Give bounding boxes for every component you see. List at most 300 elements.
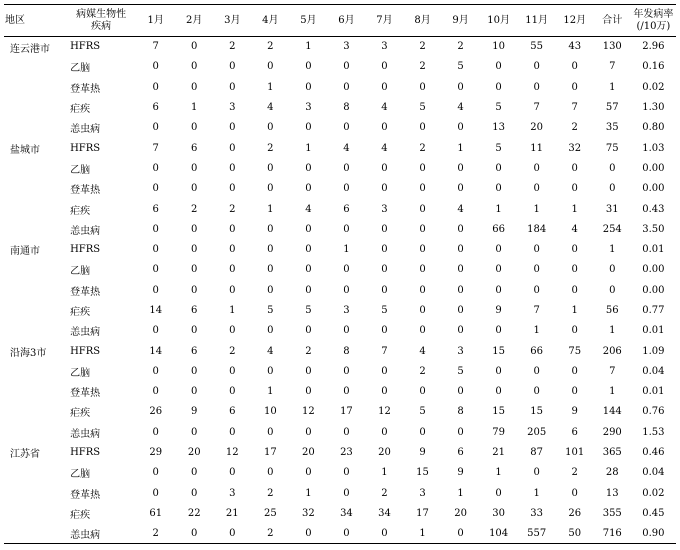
month-value-cell: 0 bbox=[191, 467, 198, 479]
region-cell bbox=[4, 118, 66, 138]
month-value-cell: 20 bbox=[378, 447, 391, 459]
month-value-cell: 0 bbox=[419, 305, 426, 316]
month-value-cell: 13 bbox=[492, 122, 505, 134]
annual-rate-cell: 0.77 bbox=[642, 305, 665, 316]
region-cell bbox=[4, 463, 66, 483]
table-row bbox=[4, 219, 676, 239]
month-value-cell: 0 bbox=[495, 365, 502, 377]
month-value-cell: 184 bbox=[527, 223, 547, 235]
total-cell: 0 bbox=[609, 162, 616, 174]
month-value-cell: 3 bbox=[343, 305, 350, 316]
month-value-cell: 0 bbox=[267, 183, 274, 195]
month-value-cell: 0 bbox=[419, 183, 426, 195]
annual-rate-cell: 0.16 bbox=[642, 61, 665, 73]
month-value-cell: 0 bbox=[419, 325, 426, 337]
month-value-cell: 1 bbox=[267, 386, 274, 398]
month-value-cell: 6 bbox=[191, 305, 198, 316]
month-value-cell: 0 bbox=[381, 426, 388, 438]
month-value-cell: 0 bbox=[289, 524, 327, 544]
month-value-cell: 0 bbox=[191, 244, 198, 256]
month-value-cell: 2 bbox=[419, 142, 426, 154]
month-value-cell: 0 bbox=[419, 223, 426, 235]
month-value-cell: 6 bbox=[343, 203, 350, 215]
header-disease-line1: 病媒生物性 bbox=[76, 8, 127, 20]
table-row bbox=[4, 442, 676, 462]
annual-rate-cell: 0.80 bbox=[642, 122, 665, 134]
header-month: 1月 bbox=[136, 5, 175, 37]
month-value-cell: 14 bbox=[149, 305, 163, 316]
month-value-cell: 0 bbox=[327, 524, 365, 544]
month-value-cell: 20 bbox=[302, 447, 315, 459]
region-cell bbox=[4, 57, 66, 77]
month-value-cell: 0 bbox=[191, 61, 198, 73]
month-value-cell: 0 bbox=[305, 81, 312, 93]
disease-cell: 乙脑 bbox=[70, 266, 91, 278]
month-value-cell: 0 bbox=[571, 81, 578, 93]
month-value-cell: 5 bbox=[305, 305, 312, 316]
month-value-cell: 0 bbox=[495, 183, 502, 195]
month-value-cell: 0 bbox=[533, 183, 540, 195]
month-value-cell: 2 bbox=[419, 41, 426, 53]
annual-rate-cell: 0.90 bbox=[631, 524, 676, 544]
month-value-cell: 2 bbox=[305, 345, 312, 357]
month-value-cell: 2 bbox=[419, 365, 426, 377]
month-value-cell: 0 bbox=[191, 426, 198, 438]
month-value-cell: 0 bbox=[457, 223, 464, 235]
month-value-cell: 0 bbox=[191, 162, 198, 174]
month-value-cell: 0 bbox=[533, 61, 540, 73]
table-header-row bbox=[4, 5, 676, 37]
month-value-cell: 0 bbox=[571, 284, 578, 296]
month-value-cell: 0 bbox=[343, 426, 350, 438]
month-value-cell: 0 bbox=[381, 386, 388, 398]
month-value-cell: 61 bbox=[149, 507, 163, 519]
header-month: 9月 bbox=[442, 5, 480, 37]
table-row bbox=[4, 361, 676, 381]
month-value-cell: 0 bbox=[381, 162, 388, 174]
month-value-cell: 0 bbox=[343, 325, 350, 337]
disease-cell: 恙虫病 bbox=[70, 225, 101, 237]
month-value-cell: 1 bbox=[533, 487, 540, 499]
month-value-cell: 101 bbox=[565, 447, 585, 459]
disease-cell: 乙脑 bbox=[70, 164, 91, 176]
table-row bbox=[4, 280, 676, 300]
disease-cell: HFRS bbox=[70, 41, 101, 53]
table-row bbox=[4, 57, 676, 77]
month-value-cell: 9 bbox=[495, 305, 502, 316]
month-value-cell: 79 bbox=[492, 426, 505, 438]
month-value-cell: 0 bbox=[229, 284, 236, 296]
month-value-cell: 8 bbox=[343, 345, 350, 357]
disease-cell: 乙脑 bbox=[70, 469, 91, 481]
month-value-cell: 2 bbox=[267, 142, 274, 154]
month-value-cell: 32 bbox=[302, 507, 315, 519]
month-value-cell: 0 bbox=[381, 223, 388, 235]
month-value-cell: 15 bbox=[492, 345, 505, 357]
month-value-cell: 75 bbox=[568, 345, 582, 357]
month-value-cell: 1 bbox=[495, 203, 502, 215]
month-value-cell: 0 bbox=[213, 524, 251, 544]
month-value-cell: 1 bbox=[495, 467, 502, 479]
month-value-cell: 34 bbox=[340, 507, 353, 519]
month-value-cell: 0 bbox=[533, 244, 540, 256]
month-value-cell: 55 bbox=[530, 41, 544, 53]
total-cell: 1 bbox=[609, 244, 616, 256]
total-cell: 1 bbox=[609, 325, 616, 337]
month-value-cell: 0 bbox=[305, 467, 312, 479]
month-value-cell: 0 bbox=[229, 365, 236, 377]
annual-rate-cell: 0.04 bbox=[642, 467, 665, 479]
region-cell bbox=[4, 219, 66, 239]
month-value-cell: 7 bbox=[533, 102, 540, 114]
disease-cell: 疟疾 bbox=[70, 408, 91, 420]
month-value-cell: 0 bbox=[267, 61, 274, 73]
month-value-cell: 8 bbox=[457, 406, 464, 418]
month-value-cell: 0 bbox=[495, 162, 502, 174]
month-value-cell: 2 bbox=[419, 61, 426, 73]
region-cell bbox=[4, 260, 66, 280]
region-cell bbox=[4, 503, 66, 523]
region-cell bbox=[4, 422, 66, 442]
month-value-cell: 0 bbox=[191, 81, 198, 93]
header-month: 10月 bbox=[480, 5, 518, 37]
month-value-cell: 0 bbox=[152, 325, 159, 337]
month-value-cell: 0 bbox=[419, 81, 426, 93]
table-row bbox=[4, 341, 676, 361]
month-value-cell: 1 bbox=[305, 142, 312, 154]
month-value-cell: 2 bbox=[267, 487, 274, 499]
month-value-cell: 0 bbox=[381, 325, 388, 337]
month-value-cell: 0 bbox=[229, 61, 236, 73]
month-value-cell: 0 bbox=[495, 81, 502, 93]
month-value-cell: 7 bbox=[381, 345, 388, 357]
month-value-cell: 0 bbox=[343, 61, 350, 73]
month-value-cell: 0 bbox=[571, 162, 578, 174]
month-value-cell: 25 bbox=[263, 507, 277, 519]
month-value-cell: 0 bbox=[381, 122, 388, 134]
month-value-cell: 0 bbox=[191, 122, 198, 134]
month-value-cell: 5 bbox=[457, 61, 464, 73]
month-value-cell: 0 bbox=[267, 365, 274, 377]
month-value-cell: 0 bbox=[267, 264, 274, 276]
month-value-cell: 4 bbox=[343, 142, 350, 154]
month-value-cell: 15 bbox=[530, 406, 544, 418]
header-region: 地区 bbox=[4, 5, 66, 37]
month-value-cell: 0 bbox=[419, 264, 426, 276]
month-value-cell: 0 bbox=[571, 386, 578, 398]
table-row bbox=[4, 158, 676, 178]
month-value-cell: 0 bbox=[229, 162, 236, 174]
month-value-cell: 3 bbox=[457, 345, 464, 357]
total-cell: 1 bbox=[609, 386, 616, 398]
month-value-cell: 0 bbox=[457, 284, 464, 296]
month-value-cell: 3 bbox=[343, 41, 350, 53]
month-value-cell: 5 bbox=[419, 406, 426, 418]
disease-cell: 登革热 bbox=[70, 489, 101, 501]
month-value-cell: 0 bbox=[381, 81, 388, 93]
region-cell: 连云港市 bbox=[10, 44, 50, 55]
month-value-cell: 3 bbox=[419, 487, 426, 499]
disease-cell: 疟疾 bbox=[70, 509, 91, 521]
total-cell: 355 bbox=[602, 507, 622, 519]
month-value-cell: 0 bbox=[365, 524, 403, 544]
month-value-cell: 0 bbox=[191, 183, 198, 195]
table-row bbox=[4, 239, 676, 259]
month-value-cell: 0 bbox=[267, 223, 274, 235]
table-row bbox=[4, 260, 676, 280]
month-value-cell: 7 bbox=[571, 102, 578, 114]
region-cell bbox=[4, 321, 66, 341]
table-row bbox=[4, 199, 676, 219]
month-value-cell: 10 bbox=[263, 406, 277, 418]
header-month: 8月 bbox=[404, 5, 442, 37]
month-value-cell: 4 bbox=[267, 345, 274, 357]
month-value-cell: 2 bbox=[229, 41, 236, 53]
table-row bbox=[4, 382, 676, 402]
region-cell: 盐城市 bbox=[10, 144, 40, 156]
total-cell: 254 bbox=[602, 223, 622, 235]
month-value-cell: 0 bbox=[191, 264, 198, 276]
month-value-cell: 17 bbox=[340, 406, 353, 418]
month-value-cell: 0 bbox=[495, 61, 502, 73]
month-value-cell: 1 bbox=[229, 305, 236, 316]
month-value-cell: 0 bbox=[533, 365, 540, 377]
region-cell: 沿海3市 bbox=[10, 347, 47, 359]
month-value-cell: 66 bbox=[492, 223, 505, 235]
month-value-cell: 0 bbox=[152, 365, 159, 377]
month-value-cell: 0 bbox=[571, 365, 578, 377]
table-row bbox=[4, 524, 676, 544]
region-cell bbox=[4, 158, 66, 178]
month-value-cell: 5 bbox=[381, 305, 388, 316]
month-value-cell: 34 bbox=[378, 507, 391, 519]
total-cell: 75 bbox=[605, 142, 619, 154]
month-value-cell: 9 bbox=[457, 467, 464, 479]
month-value-cell: 11 bbox=[530, 142, 544, 154]
annual-rate-cell: 3.50 bbox=[642, 223, 665, 235]
disease-cell: 疟疾 bbox=[70, 307, 91, 318]
month-value-cell: 0 bbox=[175, 524, 213, 544]
month-value-cell: 0 bbox=[419, 244, 426, 256]
month-value-cell: 17 bbox=[263, 447, 277, 459]
month-value-cell: 1 bbox=[571, 305, 578, 316]
month-value-cell: 0 bbox=[152, 487, 159, 499]
disease-cell: HFRS bbox=[70, 447, 101, 459]
month-value-cell: 0 bbox=[267, 284, 274, 296]
annual-rate-cell: 0.01 bbox=[642, 325, 665, 337]
month-value-cell: 0 bbox=[305, 244, 312, 256]
month-value-cell: 4 bbox=[381, 142, 388, 154]
month-value-cell: 33 bbox=[530, 507, 544, 519]
month-value-cell: 9 bbox=[419, 447, 426, 459]
month-value-cell: 0 bbox=[191, 386, 198, 398]
month-value-cell: 0 bbox=[571, 244, 578, 256]
month-value-cell: 0 bbox=[229, 325, 236, 337]
month-value-cell: 0 bbox=[381, 244, 388, 256]
annual-rate-cell: 0.01 bbox=[642, 386, 665, 398]
month-value-cell: 0 bbox=[229, 142, 236, 154]
month-value-cell: 4 bbox=[419, 345, 426, 357]
month-value-cell: 6 bbox=[191, 142, 198, 154]
month-value-cell: 26 bbox=[149, 406, 163, 418]
month-value-cell: 26 bbox=[568, 507, 582, 519]
table-row bbox=[4, 138, 676, 158]
header-rate-line1: 年发病率 bbox=[633, 8, 674, 20]
header-month: 5月 bbox=[289, 5, 327, 37]
month-value-cell: 22 bbox=[187, 507, 201, 519]
month-value-cell: 0 bbox=[343, 81, 350, 93]
month-value-cell: 6 bbox=[191, 345, 198, 357]
disease-cell: 恙虫病 bbox=[70, 327, 101, 339]
month-value-cell: 0 bbox=[495, 284, 502, 296]
month-value-cell: 0 bbox=[152, 467, 159, 479]
region-cell bbox=[4, 382, 66, 402]
month-value-cell: 0 bbox=[419, 386, 426, 398]
month-value-cell: 0 bbox=[495, 386, 502, 398]
month-value-cell: 0 bbox=[229, 183, 236, 195]
region-cell bbox=[4, 199, 66, 219]
month-value-cell: 1 bbox=[457, 487, 464, 499]
annual-rate-cell: 0.45 bbox=[642, 507, 665, 519]
month-value-cell: 29 bbox=[149, 447, 163, 459]
month-value-cell: 0 bbox=[305, 264, 312, 276]
month-value-cell: 5 bbox=[457, 365, 464, 377]
disease-incidence-table bbox=[4, 4, 676, 544]
month-value-cell: 1 bbox=[381, 467, 388, 479]
month-value-cell: 12 bbox=[225, 447, 239, 459]
month-value-cell: 5 bbox=[419, 102, 426, 114]
month-value-cell: 0 bbox=[305, 223, 312, 235]
month-value-cell: 4 bbox=[571, 223, 578, 235]
disease-cell: 疟疾 bbox=[70, 104, 91, 116]
table-row bbox=[4, 179, 676, 199]
table-row bbox=[4, 422, 676, 442]
month-value-cell: 12 bbox=[302, 406, 315, 418]
month-value-cell: 0 bbox=[305, 61, 312, 73]
region-cell bbox=[4, 97, 66, 117]
month-value-cell: 0 bbox=[419, 203, 426, 215]
annual-rate-cell: 1.09 bbox=[642, 345, 665, 357]
month-value-cell: 6 bbox=[457, 447, 464, 459]
annual-rate-cell: 0.01 bbox=[642, 244, 665, 256]
month-value-cell: 1 bbox=[305, 41, 312, 53]
month-value-cell: 0 bbox=[152, 61, 159, 73]
month-value-cell: 0 bbox=[343, 122, 350, 134]
month-value-cell: 1 bbox=[404, 524, 442, 544]
table-body bbox=[4, 37, 676, 544]
disease-cell: 登革热 bbox=[70, 185, 101, 197]
disease-cell: 恙虫病 bbox=[66, 524, 136, 544]
month-value-cell: 43 bbox=[568, 41, 582, 53]
month-value-cell: 0 bbox=[495, 244, 502, 256]
region-cell bbox=[4, 280, 66, 300]
month-value-cell: 2 bbox=[251, 524, 289, 544]
total-cell: 716 bbox=[594, 524, 631, 544]
month-value-cell: 21 bbox=[492, 447, 505, 459]
month-value-cell: 0 bbox=[343, 386, 350, 398]
month-value-cell: 0 bbox=[495, 325, 502, 337]
annual-rate-cell: 0.76 bbox=[642, 406, 665, 418]
month-value-cell: 66 bbox=[530, 345, 544, 357]
total-cell: 206 bbox=[602, 345, 622, 357]
header-month: 6月 bbox=[327, 5, 365, 37]
month-value-cell: 2 bbox=[229, 345, 236, 357]
month-value-cell: 0 bbox=[229, 467, 236, 479]
month-value-cell: 4 bbox=[267, 102, 274, 114]
month-value-cell: 2 bbox=[571, 467, 578, 479]
month-value-cell: 0 bbox=[343, 365, 350, 377]
month-value-cell: 557 bbox=[518, 524, 556, 544]
month-value-cell: 0 bbox=[381, 365, 388, 377]
month-value-cell: 2 bbox=[457, 41, 464, 53]
month-value-cell: 0 bbox=[533, 264, 540, 276]
disease-cell: 登革热 bbox=[70, 286, 101, 298]
table-row bbox=[4, 503, 676, 523]
month-value-cell: 3 bbox=[381, 41, 388, 53]
month-value-cell: 0 bbox=[533, 467, 540, 479]
month-value-cell: 3 bbox=[229, 487, 236, 499]
month-value-cell: 0 bbox=[267, 467, 274, 479]
disease-cell: 乙脑 bbox=[70, 63, 91, 75]
month-value-cell: 0 bbox=[343, 183, 350, 195]
annual-rate-cell: 1.03 bbox=[642, 142, 665, 154]
region-cell bbox=[4, 361, 66, 381]
month-value-cell: 0 bbox=[457, 325, 464, 337]
month-value-cell: 0 bbox=[191, 365, 198, 377]
header-month: 11月 bbox=[518, 5, 556, 37]
month-value-cell: 0 bbox=[152, 284, 159, 296]
month-value-cell: 2 bbox=[229, 203, 236, 215]
month-value-cell: 0 bbox=[229, 223, 236, 235]
month-value-cell: 0 bbox=[267, 244, 274, 256]
month-value-cell: 14 bbox=[149, 345, 163, 357]
header-total: 合计 bbox=[594, 5, 631, 37]
month-value-cell: 0 bbox=[457, 305, 464, 316]
month-value-cell: 9 bbox=[571, 406, 578, 418]
month-value-cell: 10 bbox=[492, 41, 505, 53]
month-value-cell: 7 bbox=[152, 142, 159, 154]
region-cell bbox=[4, 402, 66, 422]
annual-rate-cell: 0.46 bbox=[642, 447, 665, 459]
month-value-cell: 0 bbox=[191, 325, 198, 337]
month-value-cell: 23 bbox=[340, 447, 353, 459]
month-value-cell: 87 bbox=[530, 447, 544, 459]
month-value-cell: 0 bbox=[305, 426, 312, 438]
month-value-cell: 15 bbox=[416, 467, 429, 479]
month-value-cell: 1 bbox=[267, 203, 274, 215]
month-value-cell: 20 bbox=[530, 122, 544, 134]
month-value-cell: 0 bbox=[343, 223, 350, 235]
month-value-cell: 0 bbox=[343, 487, 350, 499]
month-value-cell: 0 bbox=[381, 284, 388, 296]
month-value-cell: 5 bbox=[495, 102, 502, 114]
month-value-cell: 0 bbox=[571, 264, 578, 276]
month-value-cell: 4 bbox=[457, 203, 464, 215]
month-value-cell: 0 bbox=[152, 426, 159, 438]
month-value-cell: 0 bbox=[152, 264, 159, 276]
month-value-cell: 0 bbox=[152, 223, 159, 235]
month-value-cell: 0 bbox=[305, 325, 312, 337]
month-value-cell: 0 bbox=[267, 162, 274, 174]
disease-cell: 恙虫病 bbox=[70, 428, 101, 440]
month-value-cell: 0 bbox=[305, 386, 312, 398]
month-value-cell: 0 bbox=[152, 122, 159, 134]
month-value-cell: 1 bbox=[571, 203, 578, 215]
table-row bbox=[4, 321, 676, 341]
month-value-cell: 0 bbox=[571, 61, 578, 73]
month-value-cell: 0 bbox=[533, 284, 540, 296]
region-cell bbox=[4, 300, 66, 320]
